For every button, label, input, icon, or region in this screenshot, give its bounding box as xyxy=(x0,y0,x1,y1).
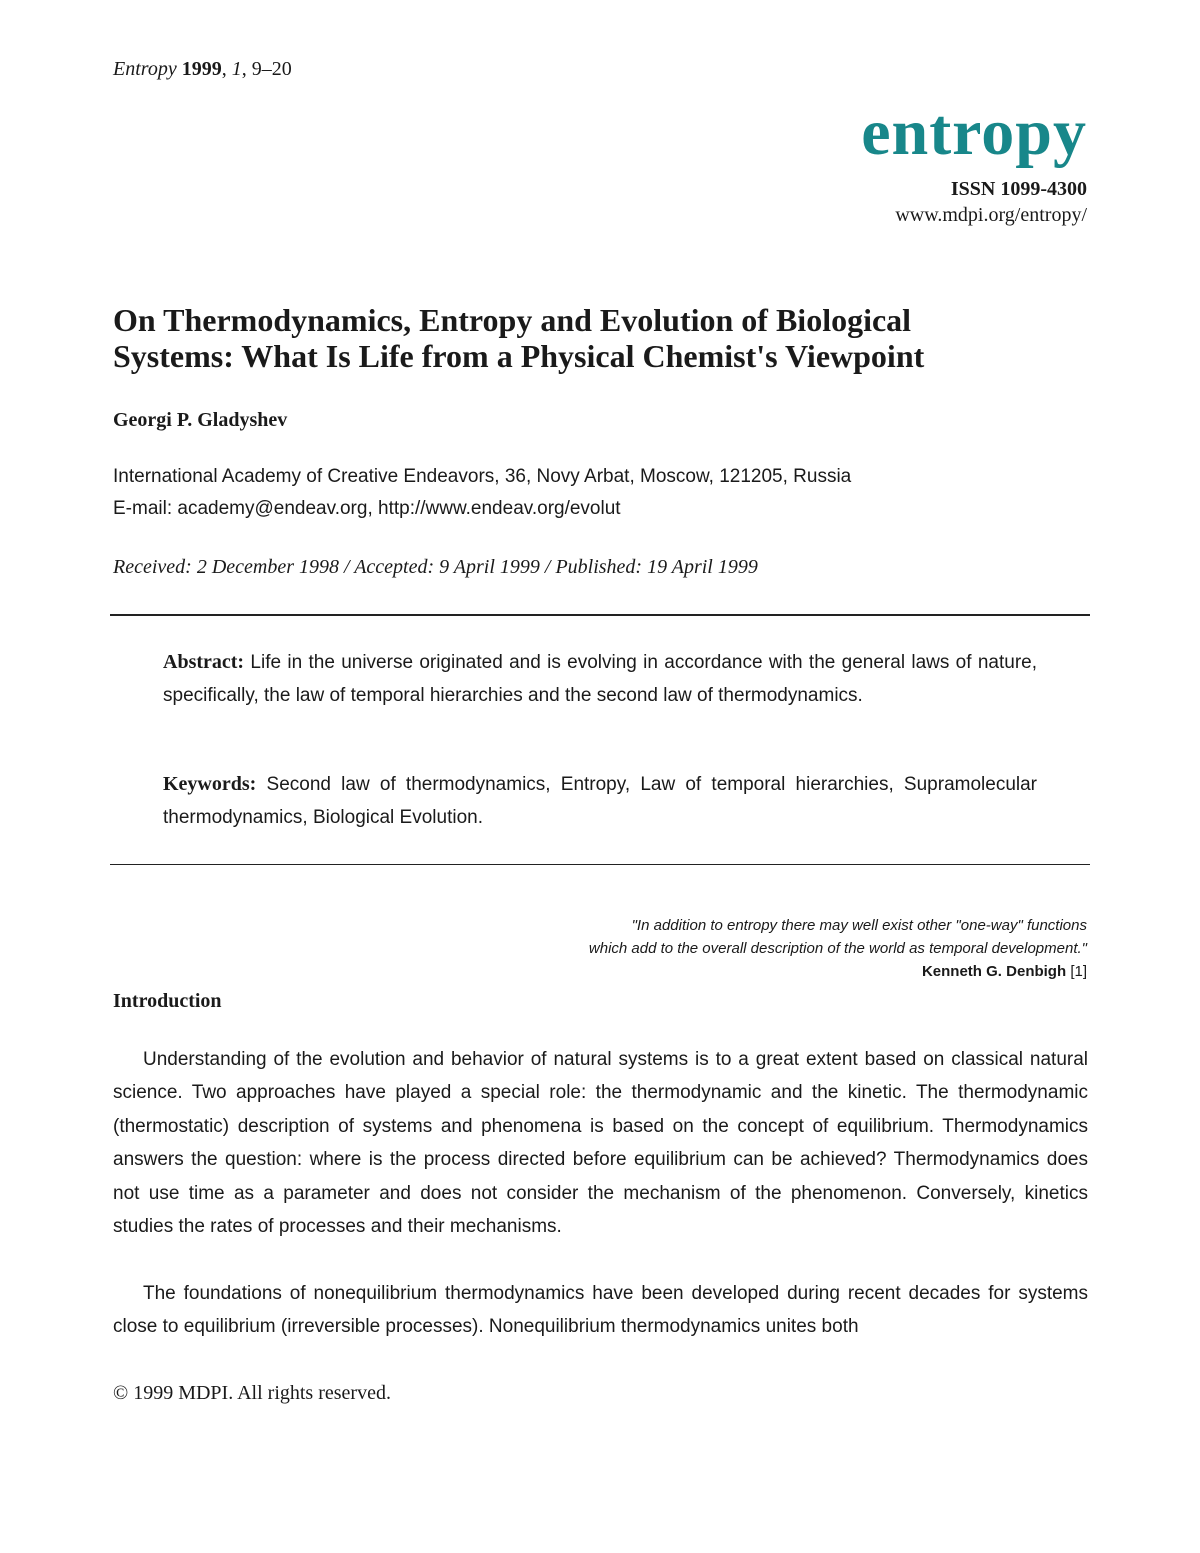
journal-url-link[interactable]: www.mdpi.org/entropy/ xyxy=(895,204,1087,226)
article-title xyxy=(113,302,1093,374)
author-affiliation: International Academy of Creative Endeavors, 36, Novy Arbat, Moscow, 121205, Russia xyxy=(113,466,852,487)
citation-volume: 1 xyxy=(231,58,242,80)
author-name: Georgi P. Gladyshev xyxy=(113,409,288,431)
title-line-2: Systems: What Is Life from a Physical Chemist's Viewpoint xyxy=(113,338,925,374)
epigraph-author: Kenneth G. Denbigh xyxy=(921,963,1067,980)
epigraph xyxy=(387,914,1087,983)
abstract xyxy=(163,646,1037,712)
keywords xyxy=(163,768,1037,834)
introduction-paragraph-1: Understanding of the evolution and behavior of natural systems is to a great extent based on classical natural science. Two approaches have played a special role: the thermodynamic and the kinetic. The thermodynamic (thermostatic) description of systems and phenomena is based on the concept of equilibrium. Thermodynamics answers the question: where is the process directed before equilibrium can be achieved? Thermodynamics does not use time as a parameter and does not consider the mechanism of the phenomenon. Conversely, kinetics studies the rates of processes and their mechanisms. xyxy=(113,1049,1088,1238)
copyright-footer: © 1999 MDPI. All rights reserved. xyxy=(113,1382,391,1404)
journal-citation: Entropy 1999, 1, 9–20 xyxy=(113,58,292,80)
introduction-paragraph-2: The foundations of nonequilibrium thermodynamics have been developed during recent decades for systems close to equilibrium (irreversible processes). Nonequilibrium thermodynamics unites both xyxy=(113,1283,1088,1338)
citation-year: 1999 xyxy=(181,58,222,80)
citation-pages: 9–20 xyxy=(251,58,292,80)
epigraph-line-1: "In addition to entropy there may well exist other "one-way" functions xyxy=(631,917,1087,934)
citation-journal-name: Entropy xyxy=(113,58,177,80)
publication-dates: Received: 2 December 1998 / Accepted: 9 April 1999 / Published: 19 April 1999 xyxy=(113,556,758,578)
title-line-1: On Thermodynamics, Entropy and Evolution of Biological xyxy=(113,302,912,338)
keywords-text: Second law of thermodynamics, Entropy, Law of temporal hierarchies, Supramolecular thermodynamics, Biological Evolution. xyxy=(163,774,1037,828)
introduction-heading: Introduction xyxy=(113,990,222,1012)
keywords-label: Keywords: xyxy=(163,773,257,795)
divider-top xyxy=(110,614,1090,616)
journal-logo: entropy xyxy=(861,96,1087,169)
abstract-label: Abstract: xyxy=(163,651,245,673)
author-email[interactable]: E-mail: academy@endeav.org, http://www.endeav.org/evolut xyxy=(113,498,621,519)
epigraph-line-2: which add to the overall description of the world as temporal development." xyxy=(588,940,1087,957)
epigraph-attribution xyxy=(387,960,1087,983)
issn: ISSN 1099-4300 xyxy=(950,178,1087,200)
divider-bottom xyxy=(110,864,1090,865)
abstract-text: Life in the universe originated and is evolving in accordance with the general laws of nature, specifically, the law of temporal hierarchies and the second law of thermodynamics. xyxy=(163,652,1037,706)
epigraph-reference[interactable]: [1] xyxy=(1070,963,1087,980)
